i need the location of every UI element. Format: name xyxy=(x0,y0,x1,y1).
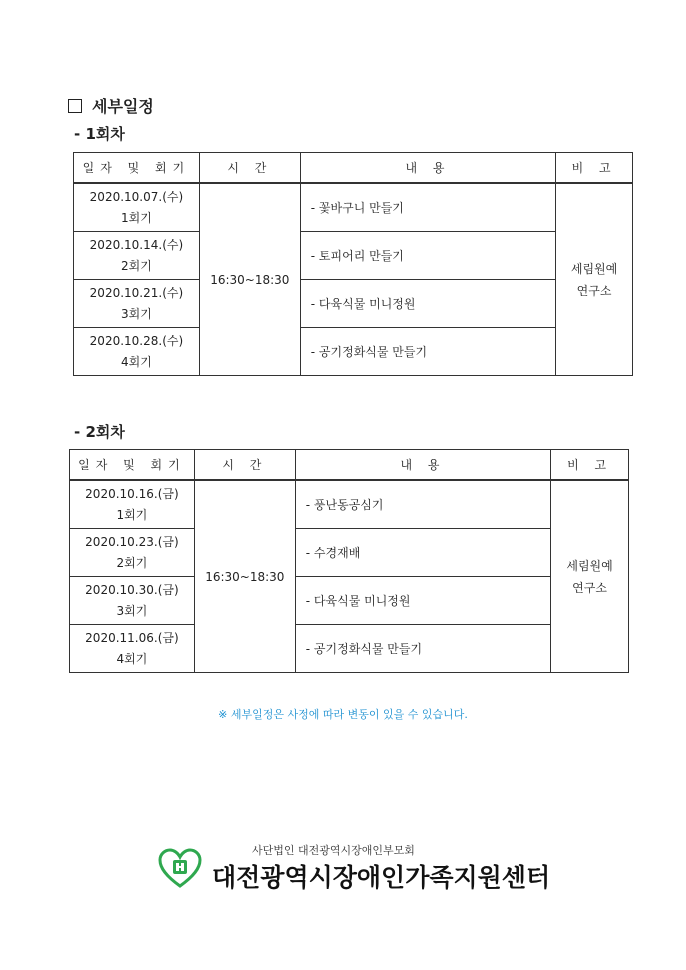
session2-table xyxy=(69,449,629,673)
table-row xyxy=(70,577,629,625)
session1-label: - 1회차 xyxy=(74,125,125,143)
content-cell: - 다육식물 미니정원 xyxy=(295,577,550,625)
heart-family-icon xyxy=(158,848,202,888)
header-time: 시 간 xyxy=(194,450,295,481)
date-cell: 2020.10.23.(금) 2회기 xyxy=(70,529,195,577)
table-row xyxy=(70,529,629,577)
header-date: 일자 및 회기 xyxy=(74,153,200,184)
section-heading xyxy=(68,94,154,117)
time-cell: 16:30~18:30 xyxy=(199,183,300,376)
header-note: 비 고 xyxy=(556,153,633,184)
note-cell: 세림원예 연구소 xyxy=(551,480,629,673)
date-cell: 2020.10.07.(수) 1회기 xyxy=(74,183,200,232)
org-parent-name: 사단법인 대전광역시장애인부모회 xyxy=(252,844,415,857)
session1-table xyxy=(73,152,633,376)
date-cell: 2020.10.21.(수) 3회기 xyxy=(74,280,200,328)
section-title: 세부일정 xyxy=(92,97,154,116)
checkbox-square-icon xyxy=(68,99,82,113)
content-cell: - 수경재배 xyxy=(295,529,550,577)
time-cell: 16:30~18:30 xyxy=(194,480,295,673)
date-cell: 2020.10.14.(수) 2회기 xyxy=(74,232,200,280)
content-cell: - 토피어리 만들기 xyxy=(300,232,555,280)
organization-logo xyxy=(158,842,550,894)
org-name: 대전광역시장애인가족지원센터 xyxy=(212,863,551,892)
header-date: 일자 및 회기 xyxy=(70,450,195,481)
table-row xyxy=(70,480,629,529)
header-time: 시 간 xyxy=(199,153,300,184)
content-cell: - 다육식물 미니정원 xyxy=(300,280,555,328)
table-row xyxy=(74,280,633,328)
table-row xyxy=(70,625,629,673)
table-row xyxy=(74,328,633,376)
content-cell: - 꽃바구니 만들기 xyxy=(300,183,555,232)
note-cell: 세림원예 연구소 xyxy=(556,183,633,376)
header-content: 내 용 xyxy=(300,153,555,184)
table-row xyxy=(74,183,633,232)
date-cell: 2020.10.16.(금) 1회기 xyxy=(70,480,195,529)
date-cell: 2020.10.30.(금) 3회기 xyxy=(70,577,195,625)
content-cell: - 공기정화식물 만들기 xyxy=(295,625,550,673)
header-note: 비 고 xyxy=(551,450,629,481)
content-cell: - 공기정화식물 만들기 xyxy=(300,328,555,376)
date-cell: 2020.11.06.(금) 4회기 xyxy=(70,625,195,673)
header-content: 내 용 xyxy=(295,450,550,481)
date-cell: 2020.10.28.(수) 4회기 xyxy=(74,328,200,376)
content-cell: - 풍난동공심기 xyxy=(295,480,550,529)
notice-text: ※ 세부일정은 사정에 따라 변동이 있을 수 있습니다. xyxy=(218,708,468,721)
session2-label: - 2회차 xyxy=(74,423,125,441)
table-row xyxy=(74,232,633,280)
